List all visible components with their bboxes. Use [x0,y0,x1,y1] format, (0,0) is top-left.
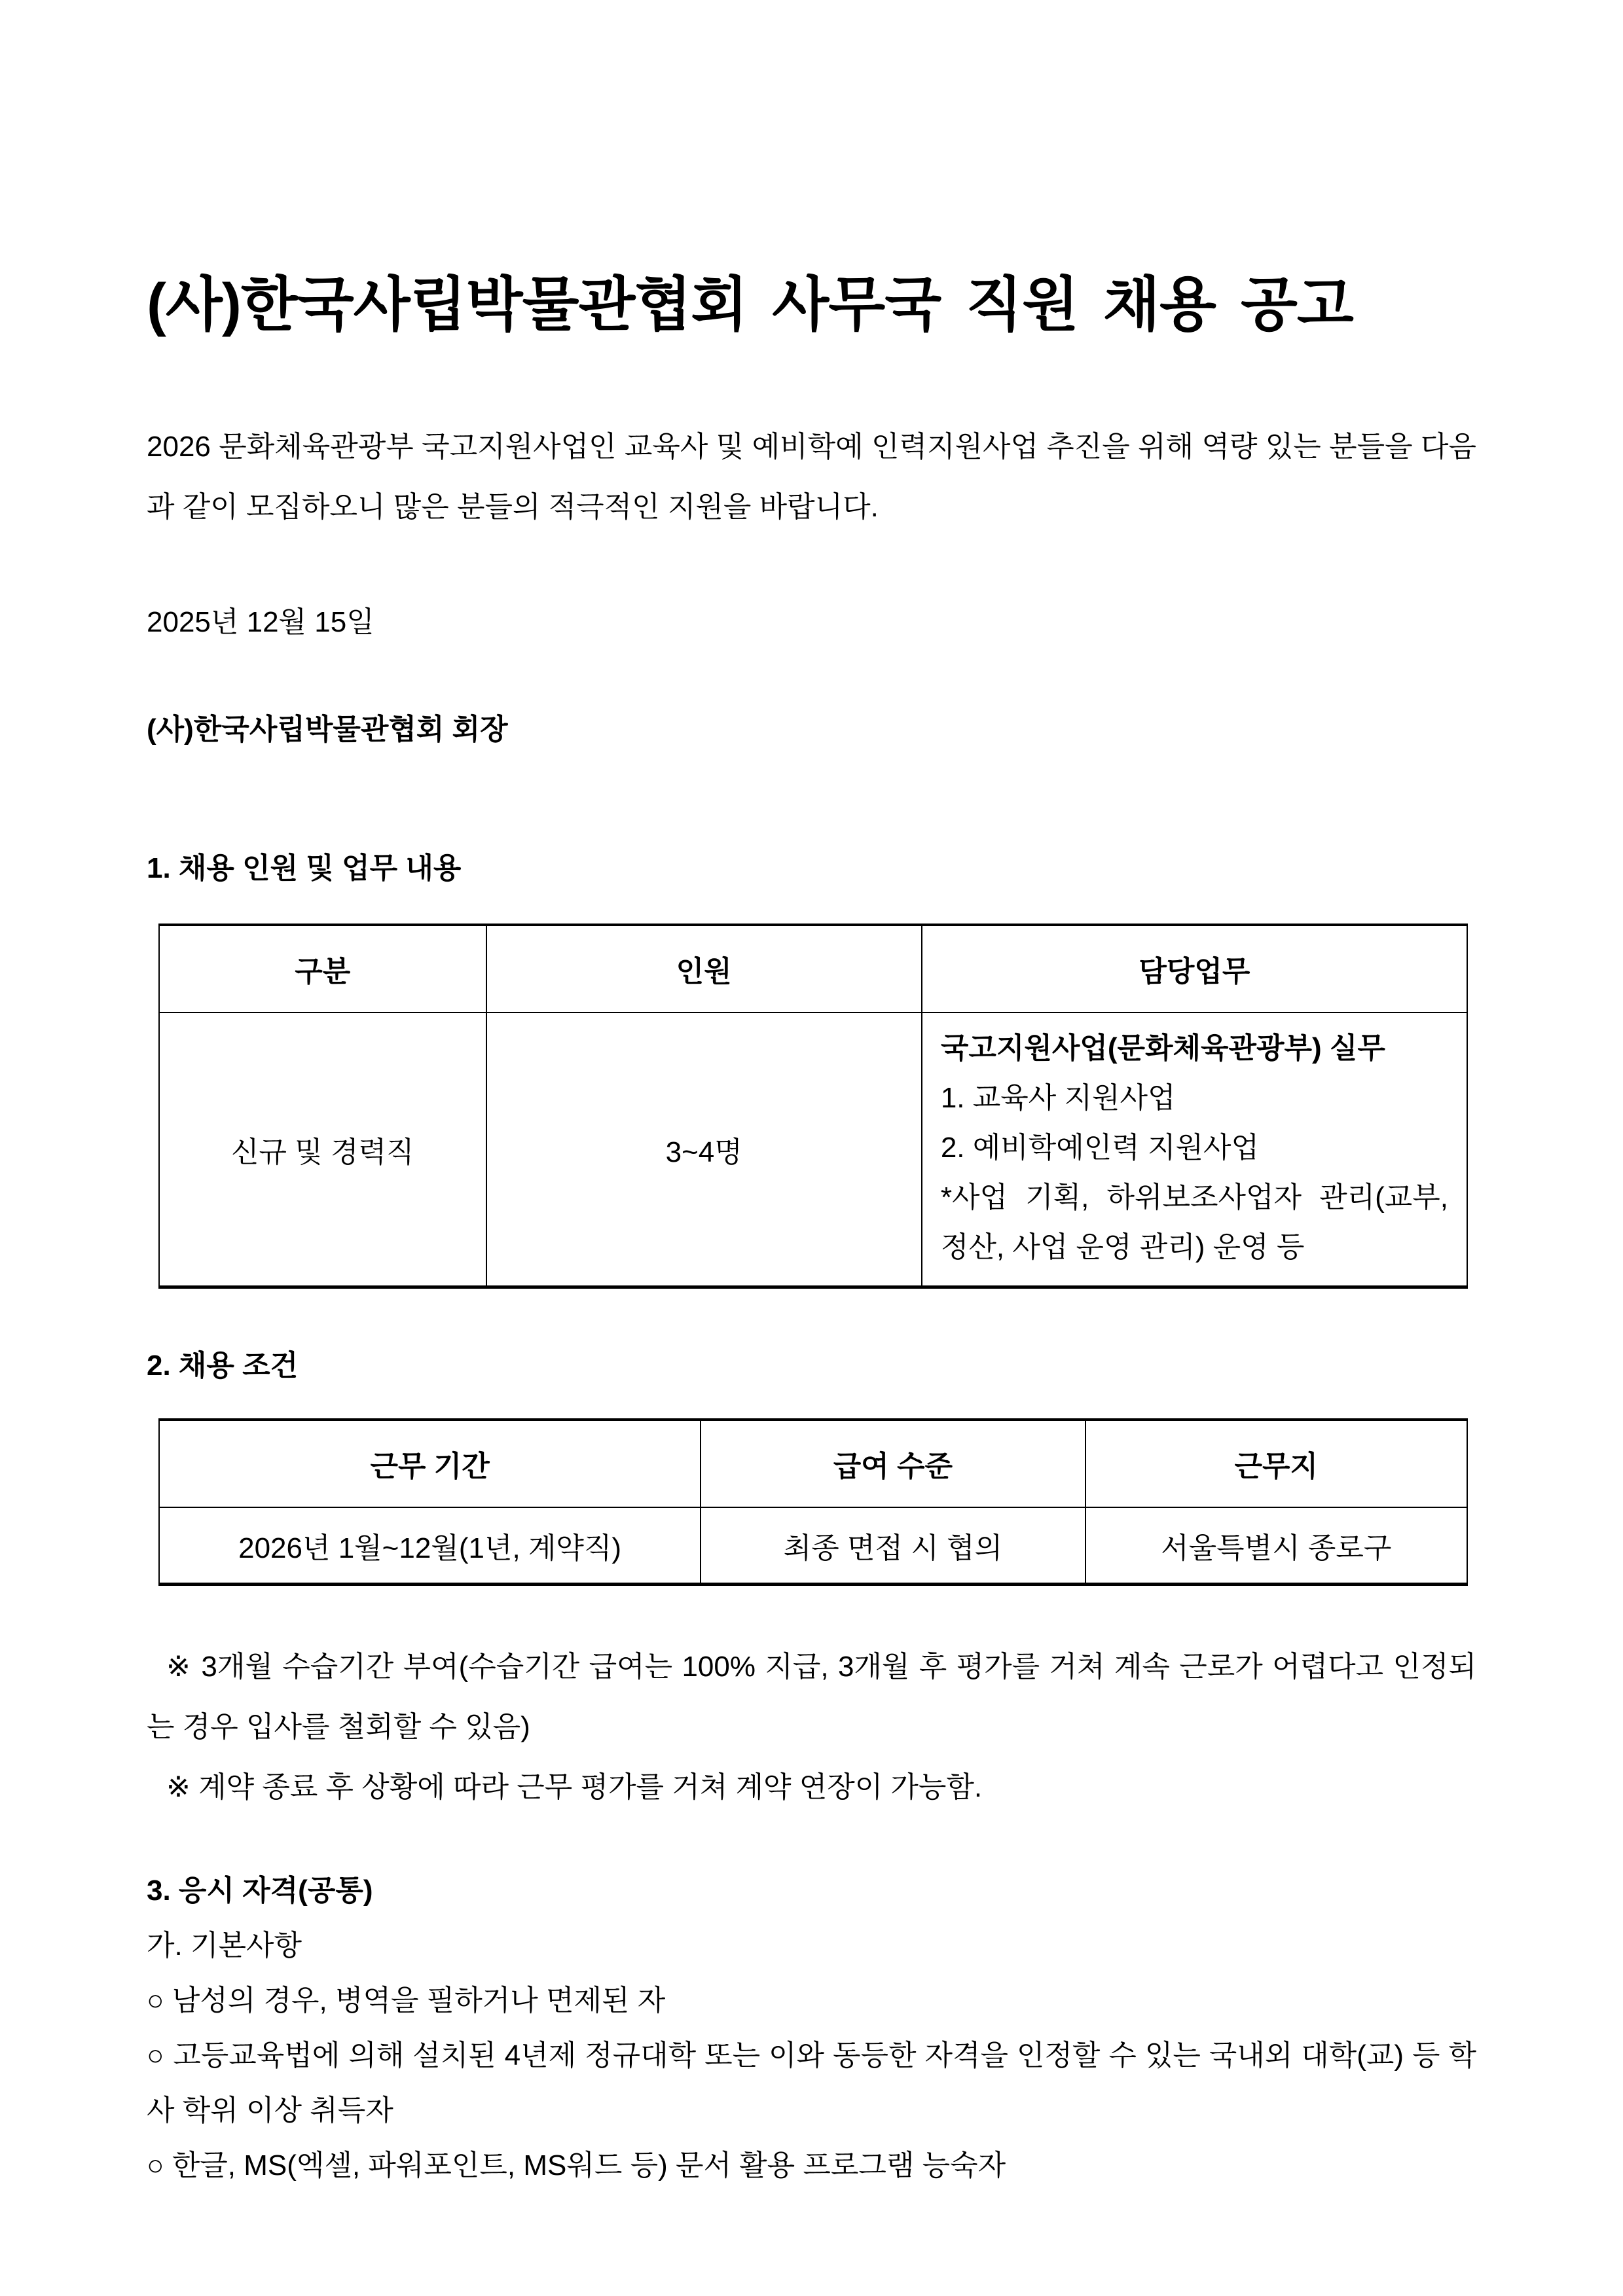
qualification-item-software: ○ 한글, MS(엑셀, 파워포인트, MS워드 등) 문서 활용 프로그램 능숙자 [147,2149,1006,2181]
section3-heading: 3. 응시 자격(공통) [147,1874,373,1907]
note-contract-extension: ※ 계약 종료 후 상황에 따라 근무 평가를 거쳐 계약 연장이 가능함. [166,1771,983,1803]
header-work-period: 근무 기간 [159,1420,701,1507]
page-title: (사)한국사립박물관협회 사무국 직원 채용 공고 [147,272,1353,338]
recruitment-table-header-row [159,925,1467,1013]
signature-line: (사)한국사립박물관협회 회장 [147,713,508,745]
header-headcount: 인원 [486,925,922,1013]
conditions-table-header-row [159,1420,1467,1507]
note-probation: ※ 3개월 수습기간 부여(수습기간 급여는 100% 지급, 3개월 후 평가를 거쳐 계속 근로가 어렵다고 인정되는 경우 입사를 철회할 수 있음) [147,1651,1476,1743]
intro-paragraph: 2026 문화체육관광부 국고지원사업인 교육사 및 예비학예 인력지원사업 추진을 위해 역량 있는 분들을 다음과 같이 모집하오니 많은 분들의 적극적인 지원을 바랍니다. [147,430,1476,523]
announcement-date: 2025년 12월 15일 [147,605,374,638]
duty-item: *사업 기획, 하위보조사업자 관리(교부, 정산, 사업 운영 관리) 운영 등 [940,1181,1448,1263]
qualification-item-degree: ○ 고등교육법에 의해 설치된 4년제 정규대학 또는 이와 동등한 자격을 인정할 수 있는 국내외 대학(교) 등 학사 학위 이상 취득자 [147,2039,1476,2126]
section2-heading: 2. 채용 조건 [147,1349,299,1382]
cell-location: 서울특별시 종로구 [1085,1507,1467,1585]
cell-category: 신규 및 경력직 [159,1013,486,1287]
recruitment-table-row [159,1013,1467,1287]
duties-title: 국고지원사업(문화체육관광부) 실무 [940,1031,1385,1064]
section1-heading: 1. 채용 인원 및 업무 내용 [147,852,462,884]
cell-salary: 최종 면접 시 협의 [701,1507,1085,1585]
qualifications-block [147,1918,1476,2193]
cell-duties [922,1013,1467,1287]
duty-item: 2. 예비학예인력 지원사업 [940,1131,1260,1164]
header-category: 구분 [159,925,486,1013]
conditions-table-row [159,1507,1467,1585]
cell-headcount: 3~4명 [486,1013,922,1287]
recruitment-table [158,924,1468,1289]
section3-subheading: 가. 기본사항 [147,1929,302,1962]
conditions-table [158,1418,1468,1587]
header-duties: 담당업무 [922,925,1467,1013]
header-salary: 급여 수준 [701,1420,1085,1507]
duty-item: 1. 교육사 지원사업 [940,1081,1176,1114]
header-location: 근무지 [1085,1420,1467,1507]
notes-block [147,1637,1476,1818]
cell-work-period: 2026년 1월~12월(1년, 계약직) [159,1507,701,1585]
qualification-item-military: ○ 남성의 경우, 병역을 필하거나 면제된 자 [147,1984,666,2017]
